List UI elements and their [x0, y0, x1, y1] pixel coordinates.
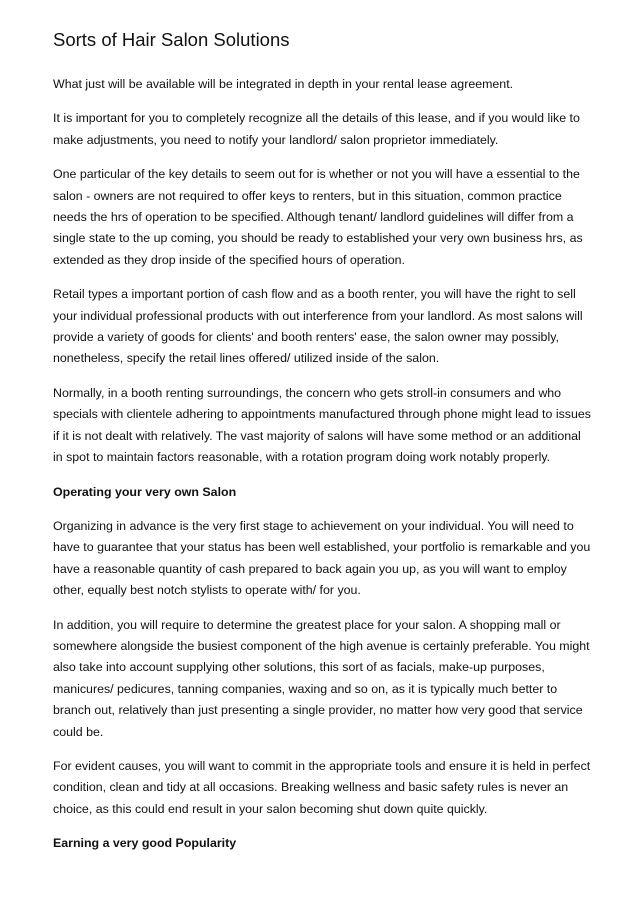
document-page: [53, 28, 593, 868]
document-title: Sorts of Hair Salon Solutions: [53, 29, 290, 50]
paragraph-lease-details: It is important for you to completely recognize all the details of this lease, and if you would like to make adjustments, you need to notify your landlord/ salon proprietor immediately.: [53, 111, 580, 147]
section-heading-operating-salon: Operating your very own Salon: [53, 484, 237, 499]
paragraph-walk-in-clients: Normally, in a booth renting surroundings, the concern who gets stroll-in consumers and who specials with clientele adhering to appointments manufactured through phone might lead to issues if it is not dealt with relatively. The vast majority of salons will have some method or an additional in spot to maintain factors reasonable, with a rotation program doing work notably properly.: [53, 385, 591, 465]
paragraph-salon-location: In addition, you will require to determine the greatest place for your salon. A shopping mall or somewhere alongside the busiest component of the high avenue is certainly preferable. You might also take into account supplying other solutions, this sort of as facials, make-up purposes, manicures/ pedicures, tanning companies, waxing and so on, as it is typically much better to branch out, relatively than just presenting a single provider, no matter how very good that service could be.: [53, 617, 590, 739]
paragraph-salon-keys: One particular of the key details to seem out for is whether or not you will have a essential to the salon - owners are not required to offer keys to renters, but in this situation, common practice needs the hrs of operation to be specified. Although tenant/ landlord guidelines will differ from a single state to the up coming, you should be ready to established your very own business hrs, as extended as they drop inside of the specified hours of operation.: [53, 167, 583, 267]
paragraph-lease-intro: What just will be available will be integrated in depth in your rental lease agreement.: [53, 77, 514, 91]
paragraph-retail: Retail types a important portion of cash flow and as a booth renter, you will have the right to sell your individual professional products with out interference from your landlord. As most salons will provide a variety of goods for clients' and booth renters' ease, the salon owner may possibly, nonetheless, specify the retail lines offered/ utilized inside of the salon.: [53, 287, 583, 366]
section-heading-reputation: Earning a very good Popularity: [53, 836, 237, 851]
paragraph-tools-safety: For evident causes, you will want to commit in the appropriate tools and ensure it is held in perfect condition, clean and tidy at all occasions. Breaking wellness and basic safety rules is never an choice, as this could end result in your salon becoming shut down quite quickly.: [53, 758, 591, 816]
paragraph-planning-ahead: Organizing in advance is the very first stage to achievement on your individual. You will need to have to guarantee that your status has been well established, your portfolio is remarkable and you have a reasonable quantity of cash prepared to back again you up, as you will want to employ other, equally best notch stylists to operate with/ for you.: [53, 518, 591, 598]
